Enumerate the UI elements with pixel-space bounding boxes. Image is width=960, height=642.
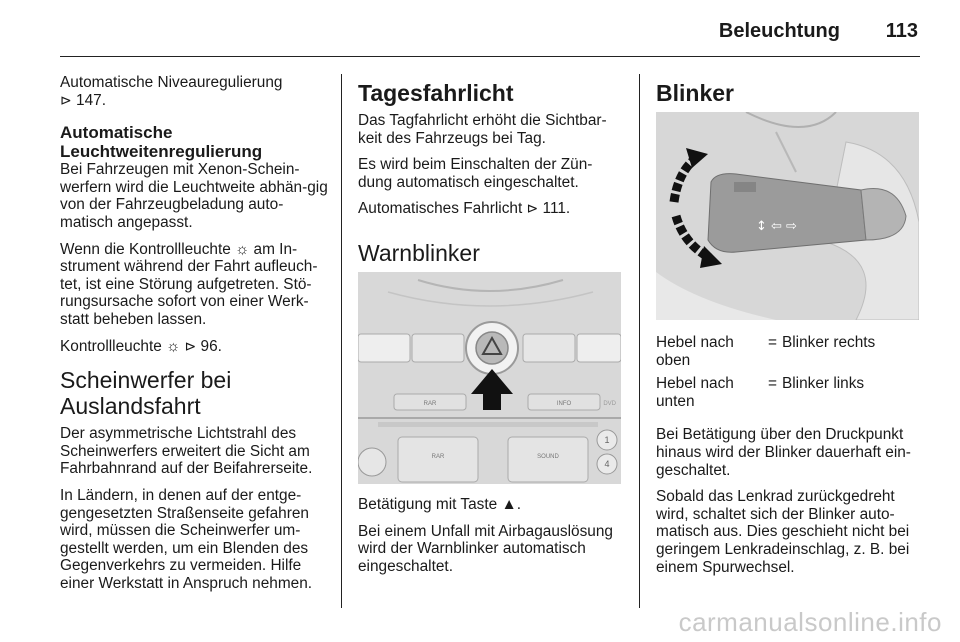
table-row-1-left: Hebel nach oben — [656, 334, 734, 369]
svg-text:↕ ⇦ ⇨: ↕ ⇦ ⇨ — [756, 219, 797, 234]
fahrlicht-cross-ref: Automatisches Fahrlicht ⊳ 111. — [358, 200, 571, 218]
figure-button-info: INFO — [556, 400, 572, 407]
niveau-ref-page[interactable]: 147. — [76, 91, 106, 109]
table-row-2-left: Hebel nach unten — [656, 375, 734, 410]
table-row-1-right: Blinker rechts — [782, 334, 876, 351]
leuchtweite-paragraph-2: Wenn die Kontrollleuchte ☼ am In-strument während der Fahrt aufleuch-tet, ist eine Störung aufgetreten. Stö-rungsursache sofort von einer Werk-statt beheben lassen. — [60, 240, 318, 328]
table-row-2-sep: = — [768, 375, 777, 393]
figure-knob-sound: SOUND — [537, 453, 559, 460]
page-ref-icon: ⊳ — [184, 337, 197, 354]
section-heading-auslandsfahrt: Scheinwerfer bei Auslandsfahrt — [60, 367, 232, 420]
headlight-warning-icon: ☼ — [235, 240, 250, 258]
niveau-cross-ref: Automatische Niveauregulierung ⊳ 147. — [60, 74, 283, 109]
column-left — [60, 74, 328, 601]
hazard-warning-icon: ▲ — [501, 495, 517, 513]
turn-signal-lever-figure — [656, 112, 919, 320]
section-heading-blinker: Blinker — [656, 80, 734, 106]
auslandsfahrt-paragraph-2: In Ländern, in denen auf der entge-gengesetzten Straßenseite gefahren wird, müssen die Scheinwerfer um-gestellt werden, um ein Blenden des Gegenverkehrs zu vermeiden. Hilfe einer Werkstatt in Anspruch nehmen. — [60, 486, 313, 592]
headlight-warning-icon: ☼ — [166, 337, 181, 355]
section-heading-leuchtweite: Automatische Leuchtweitenregulierung — [60, 123, 263, 162]
tagesfahrlicht-paragraph-1: Das Tagfahrlicht erhöht die Sichtbar-keit des Fahrzeugs bei Tag. — [358, 112, 607, 147]
table-row-2-right: Blinker links — [782, 375, 865, 393]
fahrlicht-ref-page[interactable]: 111. — [542, 200, 571, 218]
section-heading-warnblinker: Warnblinker — [358, 239, 480, 266]
page-ref-icon: ⊳ — [526, 200, 539, 217]
column-divider-left — [341, 74, 342, 608]
hazard-switch-figure — [358, 272, 621, 484]
chapter-title: Beleuchtung — [718, 20, 840, 42]
table-row-1-sep: = — [768, 334, 777, 351]
warnblinker-caption: Betätigung mit Taste ▲. — [358, 495, 521, 513]
kontroll-ref-page[interactable]: 96. — [200, 337, 222, 355]
tagesfahrlicht-paragraph-2: Es wird beim Einschalten der Zün-dung automatisch eingeschaltet. — [358, 156, 593, 191]
blinker-paragraph-2: Sobald das Lenkrad zurückgedreht wird, schaltet sich der Blinker auto-matisch aus. Dies geschieht nicht bei geringem Lenkradeinschlag, z. B. bei einem Spurwechsel. — [656, 488, 910, 576]
page-ref-icon: ⊳ — [60, 91, 72, 108]
section-heading-tagesfahrlicht: Tagesfahrlicht — [358, 80, 514, 106]
figure-button-rar: RAR — [423, 400, 437, 407]
lever-function-table — [656, 334, 922, 410]
page-number: 113 — [885, 20, 918, 42]
warnblinker-paragraph: Bei einem Unfall mit Airbagauslösung wird der Warnblinker automatisch eingeschaltet. — [358, 522, 613, 575]
column-middle — [358, 80, 623, 584]
figure-label-dvd: DVD — [603, 400, 616, 407]
blinker-paragraph-1: Bei Betätigung über den Druckpunkt hinaus wird der Blinker dauerhaft ein-geschaltet. — [656, 426, 911, 479]
leuchtweite-paragraph-1: Bei Fahrzeugen mit Xenon-Schein-werfern wird die Leuchtweite abhän-gig von der Fahrzeugbeladung auto-matisch angepasst. — [60, 161, 328, 231]
auslandsfahrt-paragraph-1: Der asymmetrische Lichtstrahl des Scheinwerfers erweitert die Sicht am Fahrbahnrand auf der Beifahrerseite. — [60, 425, 313, 478]
svg-text:1: 1 — [604, 434, 610, 445]
page-header — [60, 0, 920, 57]
column-right — [656, 80, 922, 585]
kontrollleuchte-ref: Kontrollleuchte ☼ ⊳ 96. — [60, 337, 222, 355]
figure-knob-rar: RAR — [431, 453, 445, 460]
watermark: carmanualsonline.info — [678, 607, 942, 637]
column-divider-right — [639, 74, 640, 608]
svg-text:4: 4 — [604, 458, 610, 469]
